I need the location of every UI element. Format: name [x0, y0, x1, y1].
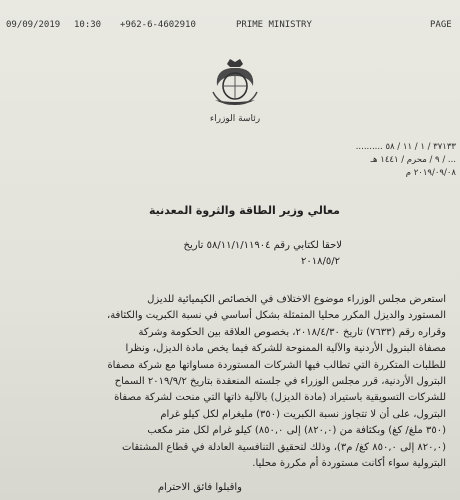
body-line: للشركات التسويقية باستيراد (مادة الديزل) بالآلية ذاتها التي منحت لشركة مصفاة	[114, 392, 446, 404]
royal-crest-icon	[209, 56, 261, 110]
body-line: وقراره رقم (٧٦٣٣) تاريخ ٢٠١٨/٤/٣٠، بخصوص العلاقة بين الحكومة وشركة	[138, 326, 446, 338]
gregorian-date: ٢٠١٩/٠٩/٠٨ م	[405, 168, 456, 178]
reference-number: ٣٧١٣٣ / ١ / ١١ / ٥٨ ..........	[355, 142, 456, 152]
fax-phone: +962-6-4602910	[120, 20, 196, 30]
fax-date: 09/09/2019	[6, 20, 61, 30]
body-line: (٨٢٠,٠ إلى ٨٥٠,٠ كغ/ م٣)، وذلك لتحقيق التنافسية العادلة في قطاع المشتقات	[122, 441, 446, 453]
body-line: المستورد والديزل المكرر محليا المتمثلة بشكل أساسي في نسبة الكبريت والكثافة،	[106, 310, 446, 322]
subject-date: ٢٠١٨/٥/٢	[301, 256, 340, 267]
reference-block	[316, 141, 456, 180]
addressee: معالي وزير الطاقة والثروة المعدنية	[148, 204, 340, 217]
body-line: استعرض مجلس الوزراء موضوع الاختلاف في الخصائص الكيميائية للديزل	[147, 294, 446, 305]
office-name: رئاسة الوزراء	[209, 114, 261, 124]
subject-line: لاحقا لكتابي رقم ٥٨/١١/١/١١٩٠٤ تاريخ	[183, 240, 342, 251]
body-line: البترولية سواء أكانت مستوردة أم مكررة محليا.	[252, 458, 446, 470]
hijri-date: ... / ٩ / محرم / ١٤٤١ هـ	[370, 155, 456, 165]
body-line: البترول، على أن لا تتجاوز نسبة الكبريت (٣٥٠) مليغرام لكل كيلو غرام	[160, 408, 446, 420]
fax-page: PAGE	[430, 20, 452, 30]
fax-time: 10:30	[74, 20, 102, 30]
closing-line: واقبلوا فائق الاحترام	[157, 482, 242, 493]
body-line: البترول الأردنية، قرر مجلس الوزراء في جلسته المنعقدة بتاريخ ٢٠١٩/٩/٢ السماح	[114, 376, 446, 388]
body-line: للطلبات المتكررة التي تطالب فيها الشركات المستوردة مساواتها مع شركة مصفاة	[107, 359, 446, 371]
letter-body	[8, 292, 446, 472]
fax-sender: PRIME MINISTRY	[236, 20, 312, 30]
fax-header	[0, 20, 460, 36]
body-line: مصفاة البترول الأردنية والآلية الممنوحة للشركة فيما يخص مادة الديزل، ونظرا	[125, 343, 446, 355]
body-line: (٣٥٠ ملغ/ كغ) وبكثافة من (٨٢٠,٠) إلى ٨٥٠,٠) كيلو غرام لكل متر مكعب	[147, 425, 446, 437]
